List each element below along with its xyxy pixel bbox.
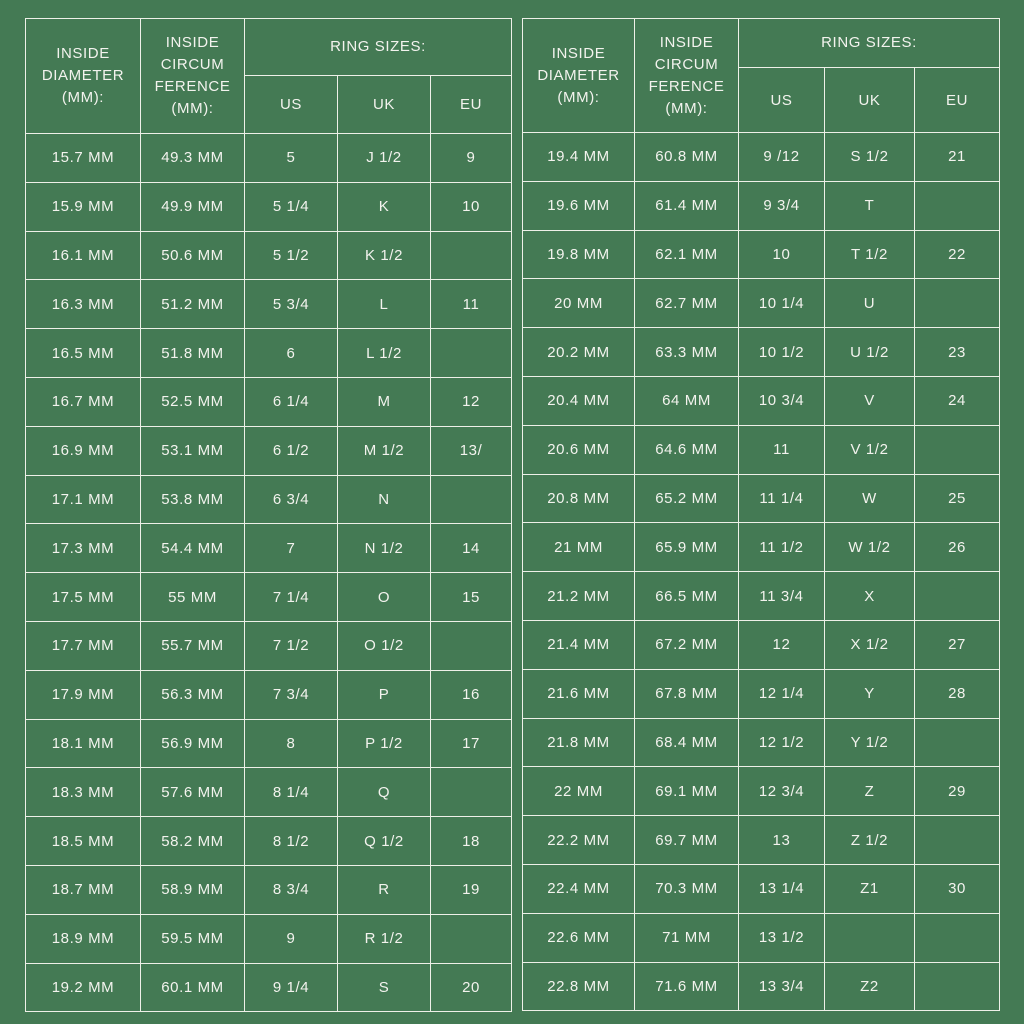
uk-size-cell: N 1/2 (338, 524, 431, 573)
eu-size-cell: 16 (431, 670, 512, 719)
diameter-cell: 19.2 MM (26, 963, 141, 1012)
eu-size-cell: 28 (915, 669, 1000, 718)
header-inside-circumference: INSIDE CIRCUM FERENCE (MM): (635, 19, 739, 133)
diameter-cell: 15.7 MM (26, 134, 141, 183)
eu-size-cell (431, 475, 512, 524)
table-row (523, 523, 1000, 572)
header-us: US (739, 68, 825, 133)
diameter-cell: 22 MM (523, 767, 635, 816)
circumference-cell: 68.4 MM (635, 718, 739, 767)
diameter-cell: 21.6 MM (523, 669, 635, 718)
diameter-cell: 17.1 MM (26, 475, 141, 524)
diameter-cell: 21.2 MM (523, 572, 635, 621)
uk-size-cell: Y (825, 669, 915, 718)
eu-size-cell (915, 718, 1000, 767)
table-row (523, 864, 1000, 913)
header-us: US (245, 76, 338, 134)
header-inside-diameter: INSIDE DIAMETER (MM): (26, 19, 141, 134)
uk-size-cell: P (338, 670, 431, 719)
header-eu: EU (915, 68, 1000, 133)
uk-size-cell: K (338, 182, 431, 231)
circumference-cell: 57.6 MM (141, 768, 245, 817)
circumference-cell: 51.8 MM (141, 329, 245, 378)
circumference-cell: 58.2 MM (141, 817, 245, 866)
eu-size-cell (915, 816, 1000, 865)
uk-size-cell: R 1/2 (338, 914, 431, 963)
us-size-cell: 13 (739, 816, 825, 865)
eu-size-cell: 17 (431, 719, 512, 768)
table-row (26, 670, 512, 719)
circumference-cell: 59.5 MM (141, 914, 245, 963)
us-size-cell: 7 3/4 (245, 670, 338, 719)
eu-size-cell: 11 (431, 280, 512, 329)
circumference-cell: 62.1 MM (635, 230, 739, 279)
diameter-cell: 16.5 MM (26, 329, 141, 378)
eu-size-cell: 21 (915, 133, 1000, 182)
circumference-cell: 51.2 MM (141, 280, 245, 329)
table-row (523, 230, 1000, 279)
us-size-cell: 8 1/2 (245, 817, 338, 866)
table-body-left (26, 134, 512, 1012)
eu-size-cell: 22 (915, 230, 1000, 279)
circumference-cell: 56.3 MM (141, 670, 245, 719)
circumference-cell: 58.9 MM (141, 865, 245, 914)
us-size-cell: 5 (245, 134, 338, 183)
eu-size-cell: 20 (431, 963, 512, 1012)
table-row (523, 718, 1000, 767)
uk-size-cell: N (338, 475, 431, 524)
diameter-cell: 17.9 MM (26, 670, 141, 719)
table-row (26, 865, 512, 914)
circumference-cell: 64 MM (635, 376, 739, 425)
header-ring-sizes: RING SIZES: (739, 19, 1000, 68)
uk-size-cell: S (338, 963, 431, 1012)
circumference-cell: 66.5 MM (635, 572, 739, 621)
diameter-cell: 21.4 MM (523, 620, 635, 669)
table-row (26, 329, 512, 378)
diameter-cell: 20.4 MM (523, 376, 635, 425)
diameter-cell: 18.3 MM (26, 768, 141, 817)
eu-size-cell (915, 572, 1000, 621)
uk-size-cell: M (338, 377, 431, 426)
table-row (26, 719, 512, 768)
us-size-cell: 6 1/2 (245, 426, 338, 475)
circumference-cell: 50.6 MM (141, 231, 245, 280)
circumference-cell: 67.8 MM (635, 669, 739, 718)
us-size-cell: 5 1/2 (245, 231, 338, 280)
us-size-cell: 10 1/2 (739, 328, 825, 377)
uk-size-cell: J 1/2 (338, 134, 431, 183)
table-row (26, 475, 512, 524)
uk-size-cell: Z2 (825, 962, 915, 1011)
header-uk: UK (338, 76, 431, 134)
diameter-cell: 17.3 MM (26, 524, 141, 573)
eu-size-cell: 30 (915, 864, 1000, 913)
eu-size-cell: 12 (431, 377, 512, 426)
uk-size-cell: Z (825, 767, 915, 816)
circumference-cell: 54.4 MM (141, 524, 245, 573)
diameter-cell: 22.8 MM (523, 962, 635, 1011)
eu-size-cell (431, 329, 512, 378)
table-row (26, 134, 512, 183)
circumference-cell: 55 MM (141, 573, 245, 622)
uk-size-cell: O (338, 573, 431, 622)
us-size-cell: 13 1/4 (739, 864, 825, 913)
table-row (26, 914, 512, 963)
diameter-cell: 19.6 MM (523, 181, 635, 230)
diameter-cell: 20 MM (523, 279, 635, 328)
circumference-cell: 60.1 MM (141, 963, 245, 1012)
diameter-cell: 18.9 MM (26, 914, 141, 963)
eu-size-cell (915, 279, 1000, 328)
eu-size-cell: 29 (915, 767, 1000, 816)
eu-size-cell (431, 914, 512, 963)
eu-size-cell: 18 (431, 817, 512, 866)
eu-size-cell (431, 231, 512, 280)
eu-size-cell (915, 913, 1000, 962)
uk-size-cell: K 1/2 (338, 231, 431, 280)
uk-size-cell: P 1/2 (338, 719, 431, 768)
diameter-cell: 20.8 MM (523, 474, 635, 523)
circumference-cell: 65.2 MM (635, 474, 739, 523)
diameter-cell: 18.1 MM (26, 719, 141, 768)
table-row (523, 328, 1000, 377)
uk-size-cell: X 1/2 (825, 620, 915, 669)
circumference-cell: 69.7 MM (635, 816, 739, 865)
eu-size-cell (431, 768, 512, 817)
circumference-cell: 63.3 MM (635, 328, 739, 377)
circumference-cell: 67.2 MM (635, 620, 739, 669)
diameter-cell: 21 MM (523, 523, 635, 572)
us-size-cell: 13 3/4 (739, 962, 825, 1011)
eu-size-cell: 24 (915, 376, 1000, 425)
diameter-cell: 16.1 MM (26, 231, 141, 280)
us-size-cell: 11 1/2 (739, 523, 825, 572)
diameter-cell: 22.6 MM (523, 913, 635, 962)
table-row (523, 376, 1000, 425)
uk-size-cell: W 1/2 (825, 523, 915, 572)
diameter-cell: 22.2 MM (523, 816, 635, 865)
table-row (523, 669, 1000, 718)
table-row (26, 573, 512, 622)
circumference-cell: 61.4 MM (635, 181, 739, 230)
us-size-cell: 11 1/4 (739, 474, 825, 523)
uk-size-cell: L (338, 280, 431, 329)
uk-size-cell: Y 1/2 (825, 718, 915, 767)
eu-size-cell: 9 (431, 134, 512, 183)
circumference-cell: 49.9 MM (141, 182, 245, 231)
circumference-cell: 65.9 MM (635, 523, 739, 572)
circumference-cell: 64.6 MM (635, 425, 739, 474)
uk-size-cell: O 1/2 (338, 621, 431, 670)
circumference-cell: 69.1 MM (635, 767, 739, 816)
circumference-cell: 70.3 MM (635, 864, 739, 913)
circumference-cell: 55.7 MM (141, 621, 245, 670)
us-size-cell: 12 (739, 620, 825, 669)
eu-size-cell: 14 (431, 524, 512, 573)
circumference-cell: 49.3 MM (141, 134, 245, 183)
eu-size-cell (431, 621, 512, 670)
eu-size-cell: 26 (915, 523, 1000, 572)
eu-size-cell: 19 (431, 865, 512, 914)
uk-size-cell: T (825, 181, 915, 230)
us-size-cell: 9 3/4 (739, 181, 825, 230)
table-row (26, 768, 512, 817)
us-size-cell: 6 3/4 (245, 475, 338, 524)
us-size-cell: 6 (245, 329, 338, 378)
us-size-cell: 8 (245, 719, 338, 768)
uk-size-cell: T 1/2 (825, 230, 915, 279)
eu-size-cell: 25 (915, 474, 1000, 523)
uk-size-cell: U 1/2 (825, 328, 915, 377)
diameter-cell: 19.4 MM (523, 133, 635, 182)
table-row (26, 426, 512, 475)
circumference-cell: 56.9 MM (141, 719, 245, 768)
header-eu: EU (431, 76, 512, 134)
eu-size-cell (915, 962, 1000, 1011)
header-ring-sizes: RING SIZES: (245, 19, 512, 76)
table-row (26, 963, 512, 1012)
diameter-cell: 15.9 MM (26, 182, 141, 231)
diameter-cell: 20.6 MM (523, 425, 635, 474)
us-size-cell: 7 1/2 (245, 621, 338, 670)
table-row (523, 962, 1000, 1011)
diameter-cell: 16.9 MM (26, 426, 141, 475)
table-row (26, 280, 512, 329)
diameter-cell: 18.5 MM (26, 817, 141, 866)
diameter-cell: 17.7 MM (26, 621, 141, 670)
us-size-cell: 12 1/4 (739, 669, 825, 718)
diameter-cell: 16.7 MM (26, 377, 141, 426)
eu-size-cell: 27 (915, 620, 1000, 669)
us-size-cell: 10 (739, 230, 825, 279)
eu-size-cell (915, 181, 1000, 230)
ring-size-table-left (25, 18, 512, 1012)
eu-size-cell: 13/ (431, 426, 512, 475)
us-size-cell: 12 3/4 (739, 767, 825, 816)
header-inside-circumference: INSIDE CIRCUM FERENCE (MM): (141, 19, 245, 134)
table-body-right (523, 133, 1000, 1011)
us-size-cell: 11 3/4 (739, 572, 825, 621)
table-row (523, 767, 1000, 816)
diameter-cell: 22.4 MM (523, 864, 635, 913)
eu-size-cell: 23 (915, 328, 1000, 377)
uk-size-cell: Q (338, 768, 431, 817)
eu-size-cell: 10 (431, 182, 512, 231)
uk-size-cell: V (825, 376, 915, 425)
us-size-cell: 13 1/2 (739, 913, 825, 962)
uk-size-cell: L 1/2 (338, 329, 431, 378)
table-row (523, 279, 1000, 328)
uk-size-cell: V 1/2 (825, 425, 915, 474)
table-row (26, 377, 512, 426)
header-inside-diameter: INSIDE DIAMETER (MM): (523, 19, 635, 133)
table-row (523, 913, 1000, 962)
circumference-cell: 71.6 MM (635, 962, 739, 1011)
circumference-cell: 52.5 MM (141, 377, 245, 426)
circumference-cell: 60.8 MM (635, 133, 739, 182)
diameter-cell: 18.7 MM (26, 865, 141, 914)
uk-size-cell: R (338, 865, 431, 914)
us-size-cell: 5 3/4 (245, 280, 338, 329)
table-row (26, 182, 512, 231)
diameter-cell: 21.8 MM (523, 718, 635, 767)
table-row (523, 816, 1000, 865)
table-row (523, 133, 1000, 182)
uk-size-cell: X (825, 572, 915, 621)
table-row (26, 524, 512, 573)
uk-size-cell: Z1 (825, 864, 915, 913)
uk-size-cell: S 1/2 (825, 133, 915, 182)
diameter-cell: 20.2 MM (523, 328, 635, 377)
us-size-cell: 5 1/4 (245, 182, 338, 231)
header-uk: UK (825, 68, 915, 133)
ring-size-table-right (522, 18, 1000, 1011)
circumference-cell: 53.1 MM (141, 426, 245, 475)
uk-size-cell: Z 1/2 (825, 816, 915, 865)
uk-size-cell: Q 1/2 (338, 817, 431, 866)
eu-size-cell (915, 425, 1000, 474)
us-size-cell: 11 (739, 425, 825, 474)
table-row (26, 621, 512, 670)
us-size-cell: 12 1/2 (739, 718, 825, 767)
uk-size-cell: W (825, 474, 915, 523)
diameter-cell: 17.5 MM (26, 573, 141, 622)
table-row (26, 817, 512, 866)
eu-size-cell: 15 (431, 573, 512, 622)
us-size-cell: 9 (245, 914, 338, 963)
uk-size-cell: U (825, 279, 915, 328)
diameter-cell: 16.3 MM (26, 280, 141, 329)
table-row (26, 231, 512, 280)
circumference-cell: 62.7 MM (635, 279, 739, 328)
table-row (523, 572, 1000, 621)
us-size-cell: 8 3/4 (245, 865, 338, 914)
table-row (523, 181, 1000, 230)
us-size-cell: 8 1/4 (245, 768, 338, 817)
table-row (523, 425, 1000, 474)
us-size-cell: 10 3/4 (739, 376, 825, 425)
circumference-cell: 53.8 MM (141, 475, 245, 524)
us-size-cell: 9 1/4 (245, 963, 338, 1012)
us-size-cell: 7 1/4 (245, 573, 338, 622)
us-size-cell: 9 /12 (739, 133, 825, 182)
uk-size-cell: M 1/2 (338, 426, 431, 475)
us-size-cell: 6 1/4 (245, 377, 338, 426)
circumference-cell: 71 MM (635, 913, 739, 962)
table-row (523, 474, 1000, 523)
diameter-cell: 19.8 MM (523, 230, 635, 279)
us-size-cell: 10 1/4 (739, 279, 825, 328)
uk-size-cell (825, 913, 915, 962)
table-row (523, 620, 1000, 669)
us-size-cell: 7 (245, 524, 338, 573)
